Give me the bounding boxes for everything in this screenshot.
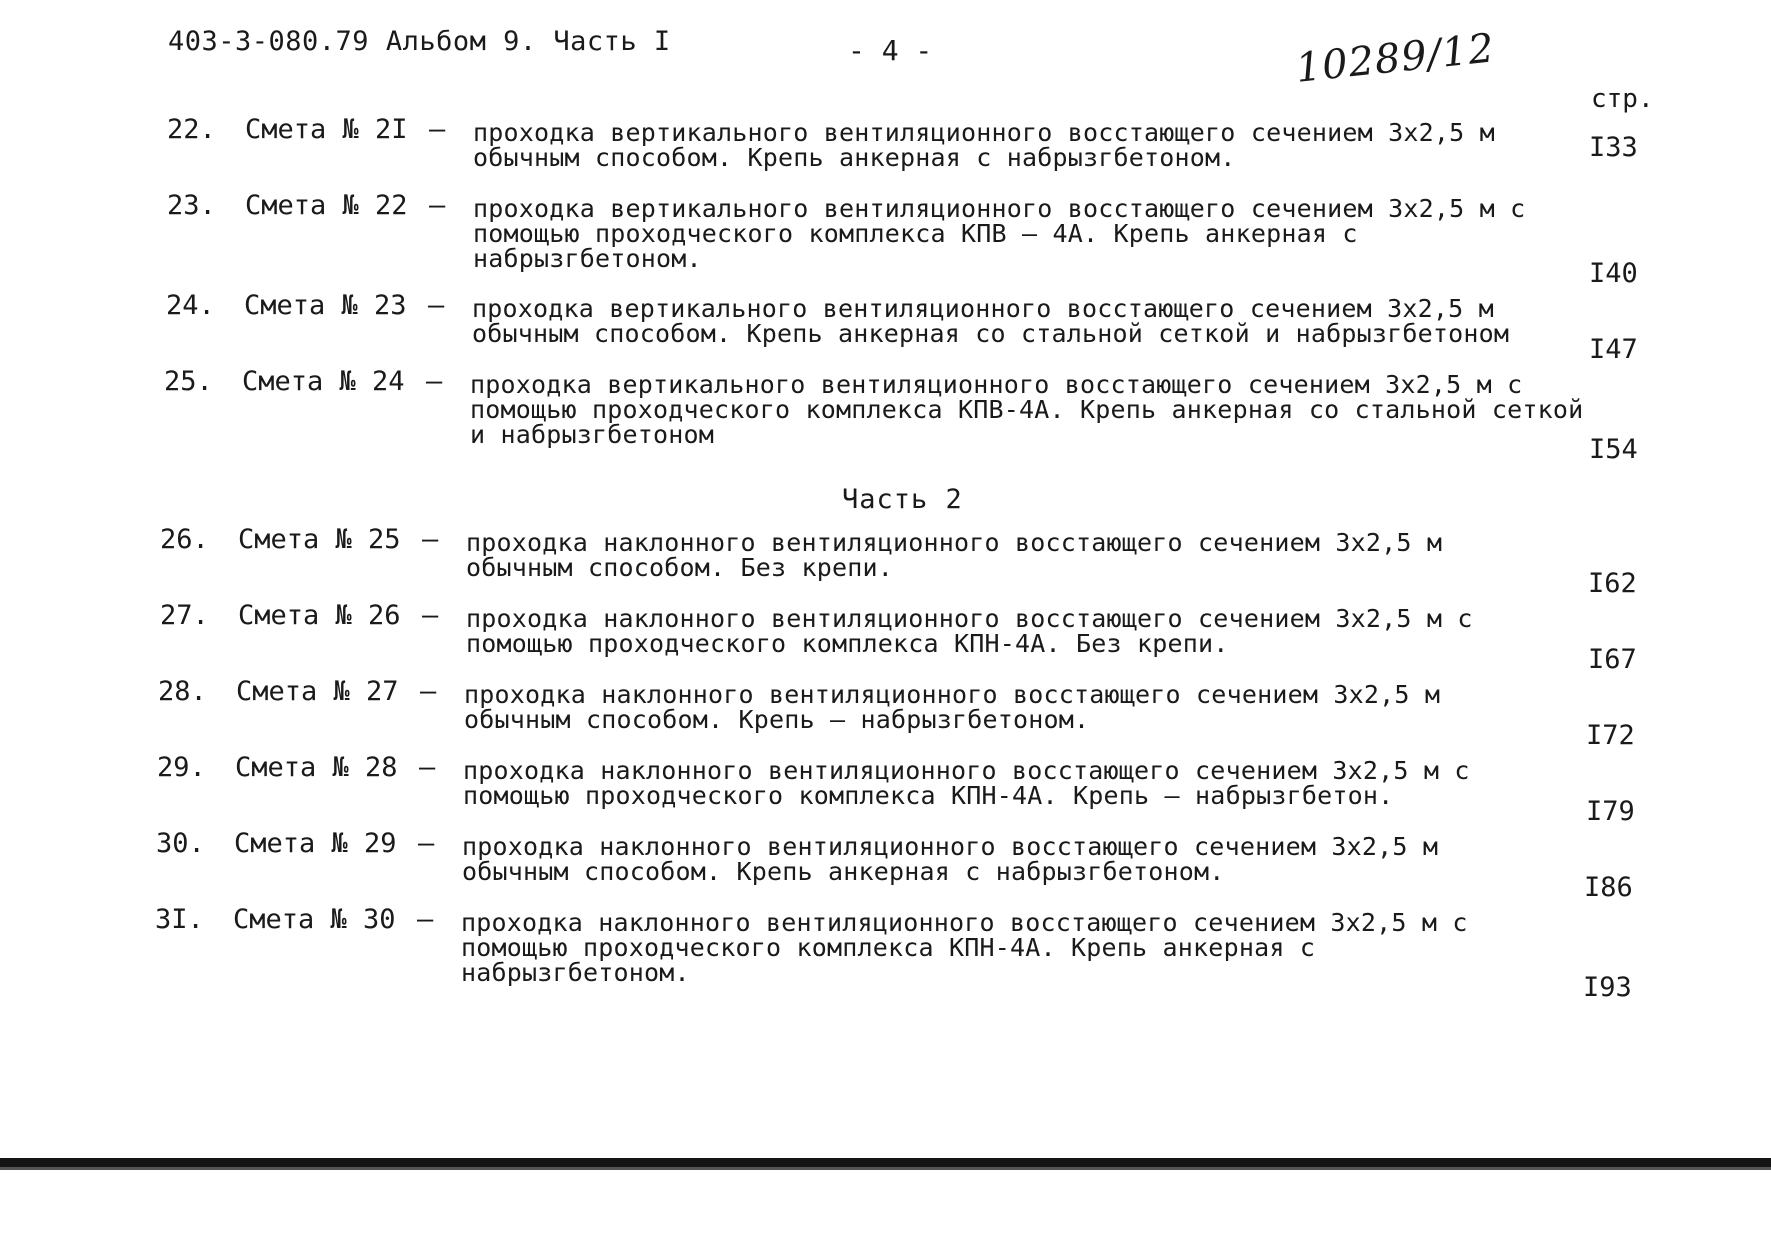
entry-description: проходка наклонного вентиляционного восстающего сечением 3х2,5 м обычным способом. Крепь – набрызгбетоном.: [464, 680, 1441, 734]
estimate-label: Смета № 28: [235, 752, 398, 783]
entry-dash: –: [422, 600, 439, 631]
entry-page-ref: I86: [1584, 872, 1633, 903]
entry-description: проходка вертикального вентиляционного восстающего сечением 3х2,5 м обычным способом. Крепь анкерная со стальной сеткой и набрызгбетоном: [472, 294, 1510, 348]
estimate-label: Смета № 22: [245, 190, 408, 221]
page-number: - 4 -: [848, 34, 933, 67]
list-item: [167, 114, 1771, 194]
entry-dash: –: [429, 114, 446, 145]
entry-dash: –: [426, 366, 443, 397]
list-item: [157, 752, 1771, 832]
list-item: [164, 366, 1771, 465]
entry-page-ref: I62: [1588, 568, 1637, 599]
estimate-label: Смета № 25: [238, 524, 401, 555]
entry-description: проходка наклонного вентиляционного восстающего сечением 3х2,5 м обычным способом. Без крепи.: [466, 528, 1443, 582]
entry-dash: –: [429, 190, 446, 221]
entry-description: проходка наклонного вентиляционного восстающего сечением 3х2,5 м с помощью проходческого комплекса КПН-4А. Без крепи.: [466, 604, 1473, 658]
entry-page-ref: I79: [1586, 796, 1635, 827]
entry-description: проходка вертикального вентиляционного восстающего сечением 3х2,5 м с помощью проходческого комплекса КПВ – 4А. Крепь анкерная с набрызгбетоном.: [473, 194, 1526, 273]
list-item: [167, 190, 1771, 289]
entry-page-ref: I93: [1583, 972, 1632, 1003]
entry-page-ref: I67: [1588, 644, 1637, 675]
estimate-label: Смета № 2I: [245, 114, 408, 145]
entry-number: 22.: [167, 114, 216, 145]
entry-number: 25.: [164, 366, 213, 397]
entry-description: проходка вертикального вентиляционного восстающего сечением 3х2,5 м с помощью проходческого комплекса КПВ-4А. Крепь анкерная со стальной сеткой и набрызгбетоном: [470, 370, 1584, 449]
entry-page-ref: I54: [1589, 434, 1638, 465]
entry-page-ref: I72: [1586, 720, 1635, 751]
list-item: [160, 600, 1771, 680]
entry-number: 26.: [160, 524, 209, 555]
entry-dash: –: [422, 524, 439, 555]
document-code: 403-3-080.79 Альбом 9. Часть I: [168, 26, 671, 57]
estimate-label: Смета № 27: [236, 676, 399, 707]
page-column-label: стр.: [1591, 84, 1654, 114]
list-item: [156, 828, 1771, 908]
entry-dash: –: [420, 676, 437, 707]
entry-dash: –: [417, 904, 434, 935]
entry-dash: –: [419, 752, 436, 783]
entry-number: 27.: [160, 600, 209, 631]
estimate-label: Смета № 29: [234, 828, 397, 859]
entry-page-ref: I47: [1589, 334, 1638, 365]
entry-dash: –: [418, 828, 435, 859]
list-item: [158, 676, 1771, 756]
entry-page-ref: I40: [1589, 258, 1638, 289]
entry-description: проходка наклонного вентиляционного восстающего сечением 3х2,5 м с помощью проходческого комплекса КПН-4А. Крепь анкерная с набрызгбетоном.: [461, 908, 1468, 987]
list-item: [166, 290, 1771, 370]
list-item: [155, 904, 1771, 1003]
handwritten-inventory-number: 10289/12: [1293, 25, 1497, 92]
estimate-label: Смета № 26: [238, 600, 401, 631]
estimate-label: Смета № 30: [233, 904, 396, 935]
part-heading: Часть 2: [842, 484, 963, 515]
bottom-border-line: [0, 1158, 1771, 1167]
list-item: [160, 524, 1771, 604]
entry-dash: –: [428, 290, 445, 321]
bottom-border-shadow: [0, 1167, 1771, 1170]
entry-number: 30.: [156, 828, 205, 859]
entry-number: 3I.: [155, 904, 204, 935]
entry-page-ref: I33: [1589, 132, 1638, 163]
estimate-label: Смета № 24: [242, 366, 405, 397]
entry-number: 24.: [166, 290, 215, 321]
entry-number: 23.: [167, 190, 216, 221]
estimate-label: Смета № 23: [244, 290, 407, 321]
entry-number: 28.: [158, 676, 207, 707]
entry-description: проходка наклонного вентиляционного восстающего сечением 3х2,5 м с помощью проходческого комплекса КПН-4А. Крепь – набрызгбетон.: [463, 756, 1470, 810]
entry-description: проходка вертикального вентиляционного восстающего сечением 3х2,5 м обычным способом. Крепь анкерная с набрызгбетоном.: [473, 118, 1495, 172]
entry-description: проходка наклонного вентиляционного восстающего сечением 3х2,5 м обычным способом. Крепь анкерная с набрызгбетоном.: [462, 832, 1439, 886]
entry-number: 29.: [157, 752, 206, 783]
